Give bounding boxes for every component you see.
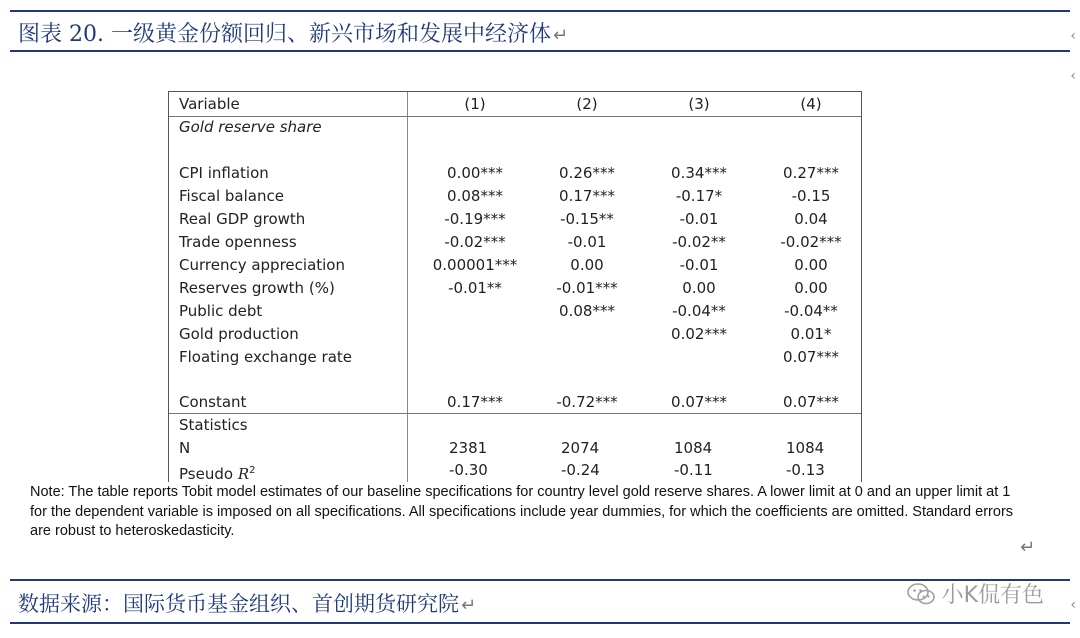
row-label: Constant: [179, 393, 247, 411]
source-line: [18, 588, 476, 618]
edge-mark-2: ‹: [1070, 68, 1076, 84]
cell: -0.30: [449, 461, 488, 479]
edge-mark-3: ‹: [1070, 597, 1076, 613]
return-mark: ↵: [552, 25, 569, 46]
return-mark: ↵: [1020, 537, 1036, 558]
cell: -0.72***: [556, 393, 618, 411]
cell: -0.02***: [780, 233, 842, 251]
cell: -0.04**: [672, 302, 726, 320]
header-col-3: (3): [688, 95, 710, 113]
row-label: Public debt: [179, 302, 263, 320]
pseudo-r2-row: [169, 459, 861, 482]
header-col-4: (4): [800, 95, 822, 113]
n-row: [169, 437, 861, 460]
cell: -0.01: [679, 256, 719, 274]
cell: 0.07***: [783, 348, 839, 366]
source-text: 数据来源：国际货币基金组织、首创期货研究院: [18, 592, 459, 616]
cell: -0.02***: [444, 233, 506, 251]
cell: 0.34***: [671, 164, 727, 182]
cell: 2074: [561, 439, 600, 457]
figure-title: [18, 17, 568, 48]
cell: -0.01**: [448, 279, 502, 297]
cell: 0.07***: [671, 393, 727, 411]
cell: 1084: [674, 439, 713, 457]
header-col-1: (1): [464, 95, 486, 113]
cell: 2381: [449, 439, 488, 457]
cell: 0.02***: [671, 325, 727, 343]
cell: -0.24: [561, 461, 600, 479]
return-mark: ↵: [461, 595, 477, 616]
cell: 0.00: [794, 279, 828, 297]
cell: -0.15**: [560, 210, 614, 228]
row-label: Gold production: [179, 325, 299, 343]
table-note: Note: The table reports Tobit model estimates of our baseline specifications for country level gold reserve shares. A lower limit at 0 and an upper limit at 1 for the dependent variable is imposed on all specifications. All specifications include year dummies, for which the coefficients are omitted. Standard errors are robust to heteroskedasticity.: [30, 484, 1014, 539]
statistics-label-row: [169, 414, 861, 437]
r-symbol: R: [237, 465, 250, 483]
cell: -0.17*: [675, 187, 723, 205]
watermark-text: 小K侃有色: [941, 583, 1044, 608]
table-row: [169, 185, 861, 208]
title-rule: [10, 50, 1070, 52]
cell: -0.01: [679, 210, 719, 228]
regression-table: [168, 91, 862, 482]
row-label: Reserves growth (%): [179, 279, 335, 297]
cell: 0.00: [682, 279, 716, 297]
cell: 0.00***: [447, 164, 503, 182]
edge-mark-1: ‹: [1070, 28, 1076, 44]
cell: -0.01: [567, 233, 607, 251]
cell: 1084: [786, 439, 825, 457]
cell: -0.11: [674, 461, 713, 479]
row-label: Floating exchange rate: [179, 348, 353, 366]
row-label: Fiscal balance: [179, 187, 284, 205]
cell: 0.26***: [559, 164, 615, 182]
cell: -0.04**: [784, 302, 838, 320]
cell: 0.07***: [783, 393, 839, 411]
cell: -0.19***: [444, 210, 506, 228]
section-label: Gold reserve share: [179, 118, 322, 136]
table-row: [169, 277, 861, 300]
header-variable: Variable: [179, 95, 240, 113]
table-row: [169, 300, 861, 323]
cell: 0.00: [570, 256, 604, 274]
cell: 0.27***: [783, 164, 839, 182]
statistics-label: Statistics: [179, 416, 248, 434]
table-row: [169, 208, 861, 231]
cell: -0.15: [791, 187, 831, 205]
figure-title-text: 图表 20. 一级黄金份额回归、新兴市场和发展中经济体: [18, 22, 551, 47]
watermark: [906, 578, 1044, 609]
cell: 0.17***: [559, 187, 615, 205]
table-row: [169, 162, 861, 185]
row-label: Trade openness: [179, 233, 297, 251]
cell: 0.08***: [559, 302, 615, 320]
cell: -0.02**: [672, 233, 726, 251]
cell: -0.01***: [556, 279, 618, 297]
wechat-icon: [906, 582, 936, 606]
constant-row: [169, 391, 861, 414]
row-label: Currency appreciation: [179, 256, 345, 274]
table-row: [169, 323, 861, 346]
table-header-row: [169, 93, 861, 116]
pseudo-label: Pseudo: [179, 465, 238, 483]
top-rule: [10, 10, 1070, 12]
cell: 0.04: [794, 210, 828, 228]
header-col-2: (2): [576, 95, 598, 113]
table-row: [169, 346, 861, 369]
source-bottom-rule: [10, 622, 1070, 624]
row-label: N: [179, 439, 191, 457]
cell: 0.01*: [790, 325, 832, 343]
cell: 0.00001***: [432, 256, 518, 274]
row-label: [179, 459, 255, 486]
cell: 0.08***: [447, 187, 503, 205]
row-label: Real GDP growth: [179, 210, 306, 228]
cell: -0.13: [786, 461, 825, 479]
table-row: [169, 231, 861, 254]
row-label: CPI inflation: [179, 164, 269, 182]
cell: 0.17***: [447, 393, 503, 411]
cell: 0.00: [794, 256, 828, 274]
superscript: 2: [249, 465, 256, 476]
section-label-row: [169, 116, 861, 139]
table-row: [169, 254, 861, 277]
